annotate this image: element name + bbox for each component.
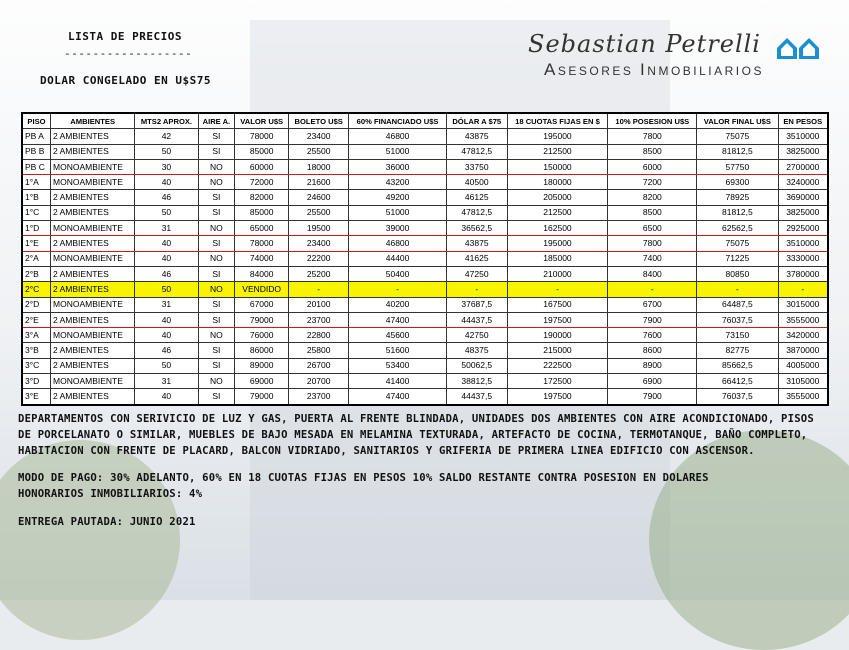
- table-cell: 3420000: [778, 328, 828, 343]
- table-cell: 44437,5: [446, 312, 507, 327]
- brand-name: Sebastian Petrelli: [528, 30, 761, 58]
- column-header: 60% FINANCIADO U$S: [349, 113, 447, 129]
- table-cell: MONOAMBIENTE: [51, 374, 135, 389]
- brand-tagline: ASESORES INMOBILIARIOS: [544, 60, 764, 79]
- table-cell: 23700: [289, 312, 349, 327]
- table-cell: 73150: [697, 328, 778, 343]
- table-cell: 31: [135, 221, 198, 236]
- column-header: 10% POSESION U$S: [608, 113, 697, 129]
- table-cell: 3555000: [778, 312, 828, 327]
- table-cell: -: [289, 282, 349, 297]
- table-cell: 162500: [507, 221, 608, 236]
- table-cell: 43875: [446, 236, 507, 251]
- table-cell: 2700000: [778, 159, 828, 174]
- table-cell: 38812,5: [446, 374, 507, 389]
- table-cell: 8500: [608, 205, 697, 220]
- table-cell: 40: [135, 389, 198, 405]
- table-cell: 19500: [289, 221, 349, 236]
- table-cell: 212500: [507, 144, 608, 159]
- table-cell: 24600: [289, 190, 349, 205]
- table-cell: 2°B: [22, 266, 51, 281]
- table-cell: -: [778, 282, 828, 297]
- table-cell: 1°C: [22, 205, 51, 220]
- table-cell: 2 AMBIENTES: [51, 343, 135, 358]
- table-cell: 7600: [608, 328, 697, 343]
- table-cell: 7800: [608, 129, 697, 144]
- table-cell: NO: [198, 374, 235, 389]
- table-cell: 50062,5: [446, 358, 507, 373]
- table-cell: 2 AMBIENTES: [51, 129, 135, 144]
- table-cell: 81812,5: [697, 144, 778, 159]
- table-cell: 25500: [289, 205, 349, 220]
- table-cell: 50: [135, 282, 198, 297]
- table-cell: NO: [198, 175, 235, 190]
- table-cell: 2°A: [22, 251, 51, 266]
- table-cell: 31: [135, 297, 198, 312]
- table-row: [22, 159, 828, 174]
- table-row: [22, 144, 828, 159]
- table-row: [22, 236, 828, 251]
- column-header: AIRE A.: [198, 113, 235, 129]
- table-cell: 3°B: [22, 343, 51, 358]
- table-cell: 33750: [446, 159, 507, 174]
- table-row: [22, 129, 828, 144]
- table-cell: 76037,5: [697, 312, 778, 327]
- table-body: [22, 129, 828, 405]
- table-cell: SI: [198, 343, 235, 358]
- table-cell: 25500: [289, 144, 349, 159]
- table-cell: SI: [198, 358, 235, 373]
- table-cell: 3825000: [778, 205, 828, 220]
- table-cell: 3555000: [778, 389, 828, 405]
- table-cell: -: [608, 282, 697, 297]
- table-cell: 51000: [349, 205, 447, 220]
- table-cell: 46: [135, 190, 198, 205]
- table-cell: 25800: [289, 343, 349, 358]
- table-cell: -: [507, 282, 608, 297]
- table-cell: 2°C: [22, 282, 51, 297]
- table-cell: 20100: [289, 297, 349, 312]
- fees-text: HONORARIOS INMOBILIARIOS: 4%: [18, 488, 203, 500]
- table-cell: 43200: [349, 175, 447, 190]
- table-cell: 40: [135, 251, 198, 266]
- table-cell: 51600: [349, 343, 447, 358]
- table-cell: 26700: [289, 358, 349, 373]
- table-cell: 6500: [608, 221, 697, 236]
- table-cell: NO: [198, 251, 235, 266]
- table-cell: 6900: [608, 374, 697, 389]
- table-cell: 40: [135, 175, 198, 190]
- table-cell: 197500: [507, 389, 608, 405]
- table-cell: VENDIDO: [235, 282, 289, 297]
- table-cell: 1°E: [22, 236, 51, 251]
- table-cell: 46: [135, 266, 198, 281]
- table-cell: 180000: [507, 175, 608, 190]
- table-cell: 20700: [289, 374, 349, 389]
- table-cell: 47400: [349, 389, 447, 405]
- table-cell: SI: [198, 297, 235, 312]
- table-cell: SI: [198, 205, 235, 220]
- table-cell: PB C: [22, 159, 51, 174]
- table-cell: NO: [198, 159, 235, 174]
- table-row: [22, 389, 828, 405]
- payment-text: MODO DE PAGO: 30% ADELANTO, 60% EN 18 CUOTAS FIJAS EN PESOS 10% SALDO RESTANTE CONTRA POSESION EN DOLARES: [18, 472, 709, 484]
- table-cell: 23700: [289, 389, 349, 405]
- table-cell: 210000: [507, 266, 608, 281]
- features-text: DEPARTAMENTOS CON SERIVICIO DE LUZ Y GAS, PUERTA AL FRENTE BLINDADA, UNIDADES DOS AMBIENTES CON AIRE ACONDICIONADO, PISOS DE PORCELANATO O SIMILAR, MUEBLES DE BAJO MESADA EN MELAMINA TEXTURADA, ARTEFACTO DE COCINA, TERMOTANQUE, BAÑO COMPLETO, HABITACION CON FRENTE DE PLACARD, BALCON VIDRIADO, SANITARIOS Y GRIFERIA DE PRIMERA LINEA EDIFICIO CON ASCENSOR.: [18, 413, 814, 457]
- table-cell: 40: [135, 312, 198, 327]
- table-row: [22, 328, 828, 343]
- table-cell: 18000: [289, 159, 349, 174]
- table-cell: 46125: [446, 190, 507, 205]
- table-cell: 37687,5: [446, 297, 507, 312]
- table-cell: 69000: [235, 374, 289, 389]
- table-cell: 3°C: [22, 358, 51, 373]
- table-cell: 46: [135, 343, 198, 358]
- table-cell: 7900: [608, 312, 697, 327]
- table-cell: 6000: [608, 159, 697, 174]
- table-cell: SI: [198, 389, 235, 405]
- table-row: [22, 251, 828, 266]
- table-cell: 3240000: [778, 175, 828, 190]
- table-cell: 2 AMBIENTES: [51, 312, 135, 327]
- description-block: [18, 411, 833, 530]
- table-cell: SI: [198, 236, 235, 251]
- table-cell: 31: [135, 374, 198, 389]
- table-cell: SI: [198, 266, 235, 281]
- column-header: PISO: [22, 113, 51, 129]
- table-cell: 39000: [349, 221, 447, 236]
- table-cell: 47250: [446, 266, 507, 281]
- table-cell: 89000: [235, 358, 289, 373]
- table-cell: 3330000: [778, 251, 828, 266]
- table-cell: 25200: [289, 266, 349, 281]
- table-cell: 4005000: [778, 358, 828, 373]
- table-cell: 47812,5: [446, 205, 507, 220]
- table-cell: 60000: [235, 159, 289, 174]
- column-header: MTS2 APROX.: [135, 113, 198, 129]
- table-cell: 84000: [235, 266, 289, 281]
- table-cell: 80850: [697, 266, 778, 281]
- table-cell: 2°D: [22, 297, 51, 312]
- table-cell: 36000: [349, 159, 447, 174]
- table-cell: MONOAMBIENTE: [51, 221, 135, 236]
- table-cell: 22200: [289, 251, 349, 266]
- table-cell: 43875: [446, 129, 507, 144]
- table-cell: 7800: [608, 236, 697, 251]
- table-cell: 2 AMBIENTES: [51, 205, 135, 220]
- table-cell: 195000: [507, 129, 608, 144]
- table-cell: 23400: [289, 236, 349, 251]
- table-cell: 48375: [446, 343, 507, 358]
- table-cell: MONOAMBIENTE: [51, 159, 135, 174]
- table-cell: SI: [198, 312, 235, 327]
- brand-block: [528, 30, 764, 80]
- table-cell: -: [446, 282, 507, 297]
- table-cell: SI: [198, 144, 235, 159]
- table-cell: 6700: [608, 297, 697, 312]
- table-cell: 2 AMBIENTES: [51, 389, 135, 405]
- table-cell: 2925000: [778, 221, 828, 236]
- table-cell: 85000: [235, 205, 289, 220]
- table-cell: 8900: [608, 358, 697, 373]
- table-row: [22, 282, 828, 297]
- table-cell: MONOAMBIENTE: [51, 297, 135, 312]
- header-block: [40, 30, 211, 87]
- table-cell: -: [349, 282, 447, 297]
- table-cell: 41400: [349, 374, 447, 389]
- table-cell: 69300: [697, 175, 778, 190]
- table-cell: 50: [135, 358, 198, 373]
- table-cell: 45600: [349, 328, 447, 343]
- table-cell: 40500: [446, 175, 507, 190]
- table-cell: 50: [135, 205, 198, 220]
- table-cell: 50: [135, 144, 198, 159]
- column-header: DÓLAR A $75: [446, 113, 507, 129]
- table-cell: 3°A: [22, 328, 51, 343]
- column-header: VALOR FINAL U$S: [697, 113, 778, 129]
- table-cell: MONOAMBIENTE: [51, 251, 135, 266]
- table-cell: 40200: [349, 297, 447, 312]
- table-cell: 81812,5: [697, 205, 778, 220]
- table-cell: NO: [198, 328, 235, 343]
- table-cell: 7200: [608, 175, 697, 190]
- table-cell: 167500: [507, 297, 608, 312]
- table-cell: 76037,5: [697, 389, 778, 405]
- table-cell: 47812,5: [446, 144, 507, 159]
- table-row: [22, 343, 828, 358]
- table-cell: NO: [198, 221, 235, 236]
- table-cell: 42750: [446, 328, 507, 343]
- table-cell: 76000: [235, 328, 289, 343]
- table-cell: 46800: [349, 236, 447, 251]
- table-row: [22, 205, 828, 220]
- column-header: BOLETO U$S: [289, 113, 349, 129]
- table-cell: 8500: [608, 144, 697, 159]
- table-cell: 40: [135, 328, 198, 343]
- table-cell: 3°D: [22, 374, 51, 389]
- table-cell: 53400: [349, 358, 447, 373]
- price-table: [21, 112, 829, 406]
- table-cell: 64487,5: [697, 297, 778, 312]
- table-cell: 36562,5: [446, 221, 507, 236]
- table-row: [22, 190, 828, 205]
- table-row: [22, 266, 828, 281]
- table-cell: 2 AMBIENTES: [51, 358, 135, 373]
- table-cell: 85000: [235, 144, 289, 159]
- table-cell: 22800: [289, 328, 349, 343]
- table-cell: 8400: [608, 266, 697, 281]
- table-row: [22, 221, 828, 236]
- table-cell: 215000: [507, 343, 608, 358]
- table-cell: 2 AMBIENTES: [51, 236, 135, 251]
- table-cell: 82775: [697, 343, 778, 358]
- table-cell: 8600: [608, 343, 697, 358]
- table-cell: 2 AMBIENTES: [51, 282, 135, 297]
- table-cell: 2°E: [22, 312, 51, 327]
- table-cell: 71225: [697, 251, 778, 266]
- table-cell: -: [697, 282, 778, 297]
- table-cell: 79000: [235, 312, 289, 327]
- table-row: [22, 312, 828, 327]
- table-cell: 86000: [235, 343, 289, 358]
- table-row: [22, 297, 828, 312]
- table-cell: 3690000: [778, 190, 828, 205]
- table-cell: 1°D: [22, 221, 51, 236]
- column-header: AMBIENTES: [51, 113, 135, 129]
- table-cell: 62562,5: [697, 221, 778, 236]
- table-cell: 7400: [608, 251, 697, 266]
- table-cell: 3105000: [778, 374, 828, 389]
- table-cell: 2 AMBIENTES: [51, 144, 135, 159]
- table-cell: 78000: [235, 236, 289, 251]
- table-cell: 172500: [507, 374, 608, 389]
- table-cell: 195000: [507, 236, 608, 251]
- table-cell: 1°A: [22, 175, 51, 190]
- table-cell: 65000: [235, 221, 289, 236]
- table-cell: 46800: [349, 129, 447, 144]
- table-cell: 190000: [507, 328, 608, 343]
- table-cell: 41625: [446, 251, 507, 266]
- table-cell: 197500: [507, 312, 608, 327]
- table-cell: NO: [198, 282, 235, 297]
- table-cell: 150000: [507, 159, 608, 174]
- table-cell: 30: [135, 159, 198, 174]
- table-cell: 23400: [289, 129, 349, 144]
- table-cell: 212500: [507, 205, 608, 220]
- table-cell: 3°E: [22, 389, 51, 405]
- table-cell: 50400: [349, 266, 447, 281]
- table-cell: 3510000: [778, 236, 828, 251]
- table-cell: 3510000: [778, 129, 828, 144]
- table-cell: 57750: [697, 159, 778, 174]
- table-cell: 205000: [507, 190, 608, 205]
- table-cell: 51000: [349, 144, 447, 159]
- table-cell: 47400: [349, 312, 447, 327]
- table-cell: 3780000: [778, 266, 828, 281]
- table-cell: 3870000: [778, 343, 828, 358]
- table-cell: 44400: [349, 251, 447, 266]
- table-cell: PB A: [22, 129, 51, 144]
- table-cell: 2 AMBIENTES: [51, 190, 135, 205]
- table-row: [22, 175, 828, 190]
- table-cell: 40: [135, 236, 198, 251]
- table-cell: 82000: [235, 190, 289, 205]
- table-cell: 78000: [235, 129, 289, 144]
- table-cell: 7900: [608, 389, 697, 405]
- table-cell: 3015000: [778, 297, 828, 312]
- table-cell: 75075: [697, 236, 778, 251]
- delivery-text: ENTREGA PAUTADA: JUNIO 2021: [18, 516, 196, 528]
- table-cell: 85662,5: [697, 358, 778, 373]
- table-cell: 185000: [507, 251, 608, 266]
- table-cell: 8200: [608, 190, 697, 205]
- table-cell: MONOAMBIENTE: [51, 328, 135, 343]
- column-header: EN PESOS: [778, 113, 828, 129]
- table-cell: SI: [198, 129, 235, 144]
- table-cell: 49200: [349, 190, 447, 205]
- table-cell: PB B: [22, 144, 51, 159]
- table-cell: 21600: [289, 175, 349, 190]
- table-row: [22, 374, 828, 389]
- table-cell: 74000: [235, 251, 289, 266]
- table-cell: 1°B: [22, 190, 51, 205]
- table-cell: 67000: [235, 297, 289, 312]
- table-row: [22, 358, 828, 373]
- table-cell: 44437,5: [446, 389, 507, 405]
- column-header: 18 CUOTAS FIJAS EN $: [507, 113, 608, 129]
- table-cell: 72000: [235, 175, 289, 190]
- table-cell: 3825000: [778, 144, 828, 159]
- table-header-row: [22, 113, 828, 129]
- table-cell: 42: [135, 129, 198, 144]
- table-cell: 66412,5: [697, 374, 778, 389]
- table-cell: 75075: [697, 129, 778, 144]
- page-subtitle: DOLAR CONGELADO EN U$S75: [40, 74, 211, 87]
- column-header: VALOR U$S: [235, 113, 289, 129]
- page-title: LISTA DE PRECIOS: [68, 30, 182, 43]
- table-cell: 222500: [507, 358, 608, 373]
- house-logo-icon: [776, 36, 820, 60]
- table-cell: SI: [198, 190, 235, 205]
- table-cell: 2 AMBIENTES: [51, 266, 135, 281]
- table-cell: 78925: [697, 190, 778, 205]
- title-divider: ------------------: [64, 47, 193, 60]
- table-cell: 79000: [235, 389, 289, 405]
- table-cell: MONOAMBIENTE: [51, 175, 135, 190]
